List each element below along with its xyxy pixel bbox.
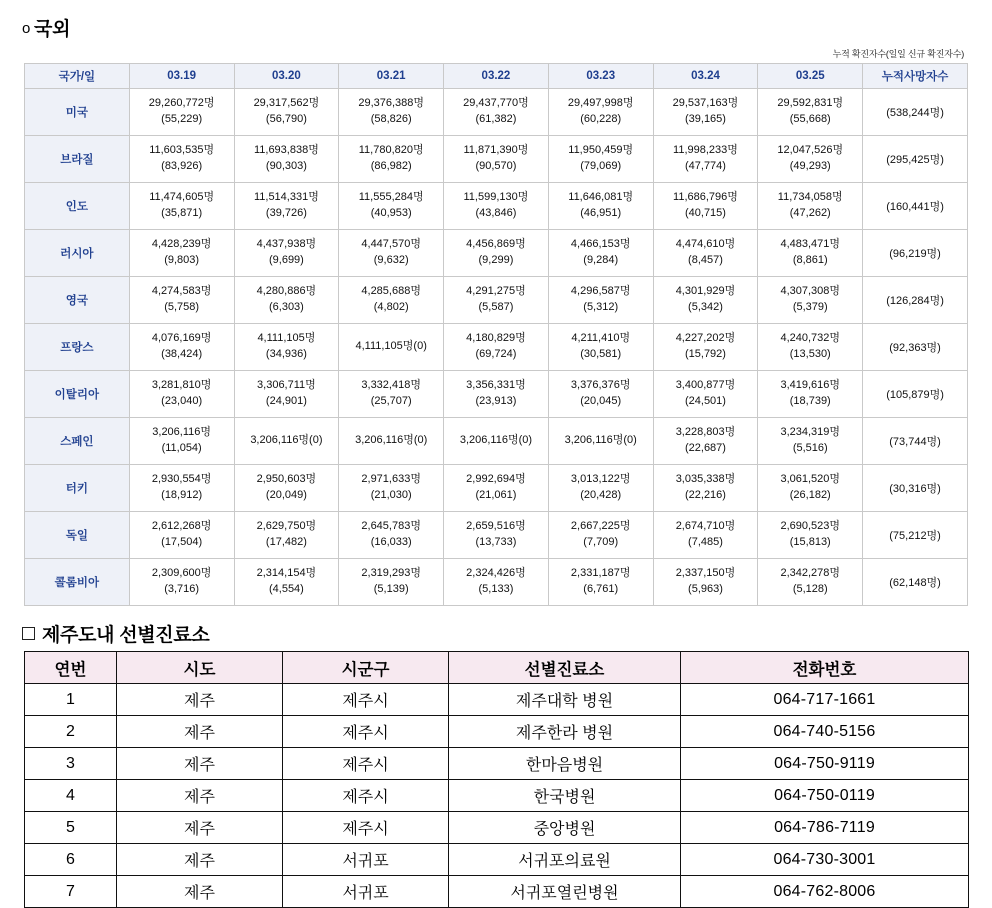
world-cell: 4,483,471명 (8,861) [758,230,863,277]
world-cell: 4,285,688명 (4,802) [339,277,444,324]
table-row [25,780,969,812]
clinic-sgg: 서귀포 [283,844,449,876]
table-row [25,418,968,465]
world-row-country: 브라질 [25,136,130,183]
table-row [25,465,968,512]
world-cell-deaths: (30,316명) [863,465,968,512]
clinic-name: 제주대학 병원 [449,684,681,716]
world-cell: 2,337,150명 (5,963) [653,559,758,606]
world-cell: 4,437,938명 (9,699) [234,230,339,277]
clinic-name: 서귀포의료원 [449,844,681,876]
section-world-title [22,14,972,41]
world-cell: 11,603,535명 (83,926) [129,136,234,183]
bullet-marker-icon: ο [22,20,31,37]
clinic-sido: 제주 [117,684,283,716]
world-cell: 3,332,418명 (25,707) [339,371,444,418]
clinic-tel: 064-740-5156 [681,716,969,748]
world-cell: 3,206,116명(0) [444,418,549,465]
world-cell: 4,274,583명 (5,758) [129,277,234,324]
world-cell: 4,076,169명 (38,424) [129,324,234,371]
world-col-deaths: 누적사망자수 [863,64,968,89]
world-cell: 2,690,523명 (15,813) [758,512,863,559]
clinic-table-head [25,652,969,684]
clinic-tel: 064-786-7119 [681,812,969,844]
clinic-sgg: 제주시 [283,716,449,748]
clinic-col-sgg: 시군구 [283,652,449,684]
world-cell-deaths: (160,441명) [863,183,968,230]
world-cell: 4,291,275명 (5,587) [444,277,549,324]
world-col-country: 국가/일 [25,64,130,89]
world-cell: 29,376,388명 (58,826) [339,89,444,136]
clinic-no: 1 [25,684,117,716]
world-cell: 3,206,116명(0) [339,418,444,465]
clinic-table [24,651,969,908]
world-cell: 2,930,554명 (18,912) [129,465,234,512]
clinic-no: 2 [25,716,117,748]
clinic-no: 4 [25,780,117,812]
clinic-sido: 제주 [117,716,283,748]
world-cell-deaths: (75,212명) [863,512,968,559]
world-cell: 4,240,732명 (13,530) [758,324,863,371]
world-cell: 11,693,838명 (90,303) [234,136,339,183]
clinic-sgg: 서귀포 [283,876,449,908]
world-cell: 3,400,877명 (24,501) [653,371,758,418]
clinic-sido: 제주 [117,876,283,908]
table-row [25,277,968,324]
clinic-sgg: 제주시 [283,780,449,812]
world-cell: 29,260,772명 (55,229) [129,89,234,136]
world-table-head [25,64,968,89]
world-cell: 11,780,820명 (86,982) [339,136,444,183]
clinic-sido: 제주 [117,748,283,780]
table-row [25,371,968,418]
table-row [25,716,969,748]
world-cell: 29,437,770명 (61,382) [444,89,549,136]
table-row [25,844,969,876]
world-col-0321: 03.21 [339,64,444,89]
clinic-no: 6 [25,844,117,876]
world-cell-deaths: (92,363명) [863,324,968,371]
world-row-country: 인도 [25,183,130,230]
world-cell: 4,428,239명 (9,803) [129,230,234,277]
table-row [25,324,968,371]
world-col-0322: 03.22 [444,64,549,89]
clinic-no: 7 [25,876,117,908]
world-cell: 2,629,750명 (17,482) [234,512,339,559]
world-cell: 3,234,319명 (5,516) [758,418,863,465]
world-cell-deaths: (105,879명) [863,371,968,418]
clinic-tel: 064-762-8006 [681,876,969,908]
world-cell: 2,612,268명 (17,504) [129,512,234,559]
world-cell: 11,686,796명 (40,715) [653,183,758,230]
world-cell: 11,734,058명 (47,262) [758,183,863,230]
world-cell: 3,419,616명 (18,739) [758,371,863,418]
world-col-0323: 03.23 [548,64,653,89]
world-cell: 3,013,122명 (20,428) [548,465,653,512]
world-col-0325: 03.25 [758,64,863,89]
world-cell: 29,317,562명 (56,790) [234,89,339,136]
world-cases-table [24,63,968,606]
world-cell: 2,324,426명 (5,133) [444,559,549,606]
clinic-col-no: 연번 [25,652,117,684]
clinic-name: 한국병원 [449,780,681,812]
table-row [25,136,968,183]
world-cell: 12,047,526명 (49,293) [758,136,863,183]
world-row-country: 러시아 [25,230,130,277]
world-row-country: 미국 [25,89,130,136]
world-cell-deaths: (73,744명) [863,418,968,465]
world-row-country: 터키 [25,465,130,512]
clinic-sido: 제주 [117,780,283,812]
world-col-0319: 03.19 [129,64,234,89]
world-cell: 4,227,202명 (15,792) [653,324,758,371]
world-cell: 4,307,308명 (5,379) [758,277,863,324]
world-cell: 3,281,810명 (23,040) [129,371,234,418]
world-cell: 4,211,410명 (30,581) [548,324,653,371]
world-row-country: 프랑스 [25,324,130,371]
world-cell: 3,306,711명 (24,901) [234,371,339,418]
table-row [25,684,969,716]
world-cell: 4,296,587명 (5,312) [548,277,653,324]
table-row [25,748,969,780]
world-cell: 2,331,187명 (6,761) [548,559,653,606]
clinic-table-header-row [25,652,969,684]
world-cell: 11,474,605명 (35,871) [129,183,234,230]
world-row-country: 이탈리아 [25,371,130,418]
world-cell: 3,356,331명 (23,913) [444,371,549,418]
world-cell: 4,466,153명 (9,284) [548,230,653,277]
world-row-country: 스페인 [25,418,130,465]
world-cell: 4,447,570명 (9,632) [339,230,444,277]
world-cell: 11,950,459명 (79,069) [548,136,653,183]
table-row [25,512,968,559]
section-clinic-title-text: 제주도내 선별진료소 [42,625,210,646]
world-cell: 2,971,633명 (21,030) [339,465,444,512]
section-clinic-title [22,620,972,647]
world-cell-deaths: (96,219명) [863,230,968,277]
world-cell: 4,180,829명 (69,724) [444,324,549,371]
world-cell: 4,456,869명 (9,299) [444,230,549,277]
world-row-country: 영국 [25,277,130,324]
world-col-0324: 03.24 [653,64,758,89]
world-cell: 3,228,803명 (22,687) [653,418,758,465]
table-row [25,183,968,230]
world-cell: 11,555,284명 (40,953) [339,183,444,230]
world-table-note: 누적 확진자수(일일 신규 확진자수) [832,49,964,59]
clinic-sgg: 제주시 [283,748,449,780]
clinic-name: 서귀포열린병원 [449,876,681,908]
world-cell: 29,497,998명 (60,228) [548,89,653,136]
world-cell-deaths: (62,148명) [863,559,968,606]
world-cell: 2,950,603명 (20,049) [234,465,339,512]
world-cell: 3,206,116명 (11,054) [129,418,234,465]
world-cell: 3,061,520명 (26,182) [758,465,863,512]
clinic-name: 중앙병원 [449,812,681,844]
table-row [25,89,968,136]
table-row [25,876,969,908]
world-cell: 11,514,331명 (39,726) [234,183,339,230]
clinic-sgg: 제주시 [283,812,449,844]
clinic-col-sido: 시도 [117,652,283,684]
clinic-tel: 064-730-3001 [681,844,969,876]
world-row-country: 독일 [25,512,130,559]
table-row [25,559,968,606]
clinic-tel: 064-750-9119 [681,748,969,780]
clinic-name: 한마음병원 [449,748,681,780]
world-cell-deaths: (126,284명) [863,277,968,324]
world-cell: 3,376,376명 (20,045) [548,371,653,418]
clinic-no: 3 [25,748,117,780]
world-col-0320: 03.20 [234,64,339,89]
world-cell: 2,645,783명 (16,033) [339,512,444,559]
world-row-country: 콜롬비아 [25,559,130,606]
world-cell: 2,992,694명 (21,061) [444,465,549,512]
world-cell: 3,206,116명(0) [548,418,653,465]
world-cell: 4,111,105명(0) [339,324,444,371]
world-cell: 2,667,225명 (7,709) [548,512,653,559]
world-cell: 2,319,293명 (5,139) [339,559,444,606]
world-cell: 4,111,105명 (34,936) [234,324,339,371]
world-table-body [25,89,968,606]
world-cell: 4,474,610명 (8,457) [653,230,758,277]
world-cell: 2,659,516명 (13,733) [444,512,549,559]
world-cell: 2,674,710명 (7,485) [653,512,758,559]
clinic-sgg: 제주시 [283,684,449,716]
world-cell-deaths: (295,425명) [863,136,968,183]
clinic-tel: 064-717-1661 [681,684,969,716]
world-cell: 29,537,163명 (39,165) [653,89,758,136]
world-cell: 11,871,390명 (90,570) [444,136,549,183]
world-table-header-row [25,64,968,89]
checkbox-marker-icon [22,627,35,640]
clinic-col-tel: 전화번호 [681,652,969,684]
world-cell: 3,206,116명(0) [234,418,339,465]
clinic-no: 5 [25,812,117,844]
world-cell: 3,035,338명 (22,216) [653,465,758,512]
world-cell: 11,599,130명 (43,846) [444,183,549,230]
world-cell: 2,314,154명 (4,554) [234,559,339,606]
world-cell: 2,342,278명 (5,128) [758,559,863,606]
section-world-title-text: 국외 [34,19,71,40]
world-cell: 4,280,886명 (6,303) [234,277,339,324]
clinic-sido: 제주 [117,844,283,876]
table-row [25,812,969,844]
world-cell: 11,998,233명 (47,774) [653,136,758,183]
world-cell: 11,646,081명 (46,951) [548,183,653,230]
world-cell-deaths: (538,244명) [863,89,968,136]
clinic-tel: 064-750-0119 [681,780,969,812]
clinic-sido: 제주 [117,812,283,844]
table-row [25,230,968,277]
world-cell: 29,592,831명 (55,668) [758,89,863,136]
clinic-name: 제주한라 병원 [449,716,681,748]
world-cell: 4,301,929명 (5,342) [653,277,758,324]
clinic-col-name: 선별진료소 [449,652,681,684]
clinic-table-body [25,684,969,908]
world-cell: 2,309,600명 (3,716) [129,559,234,606]
